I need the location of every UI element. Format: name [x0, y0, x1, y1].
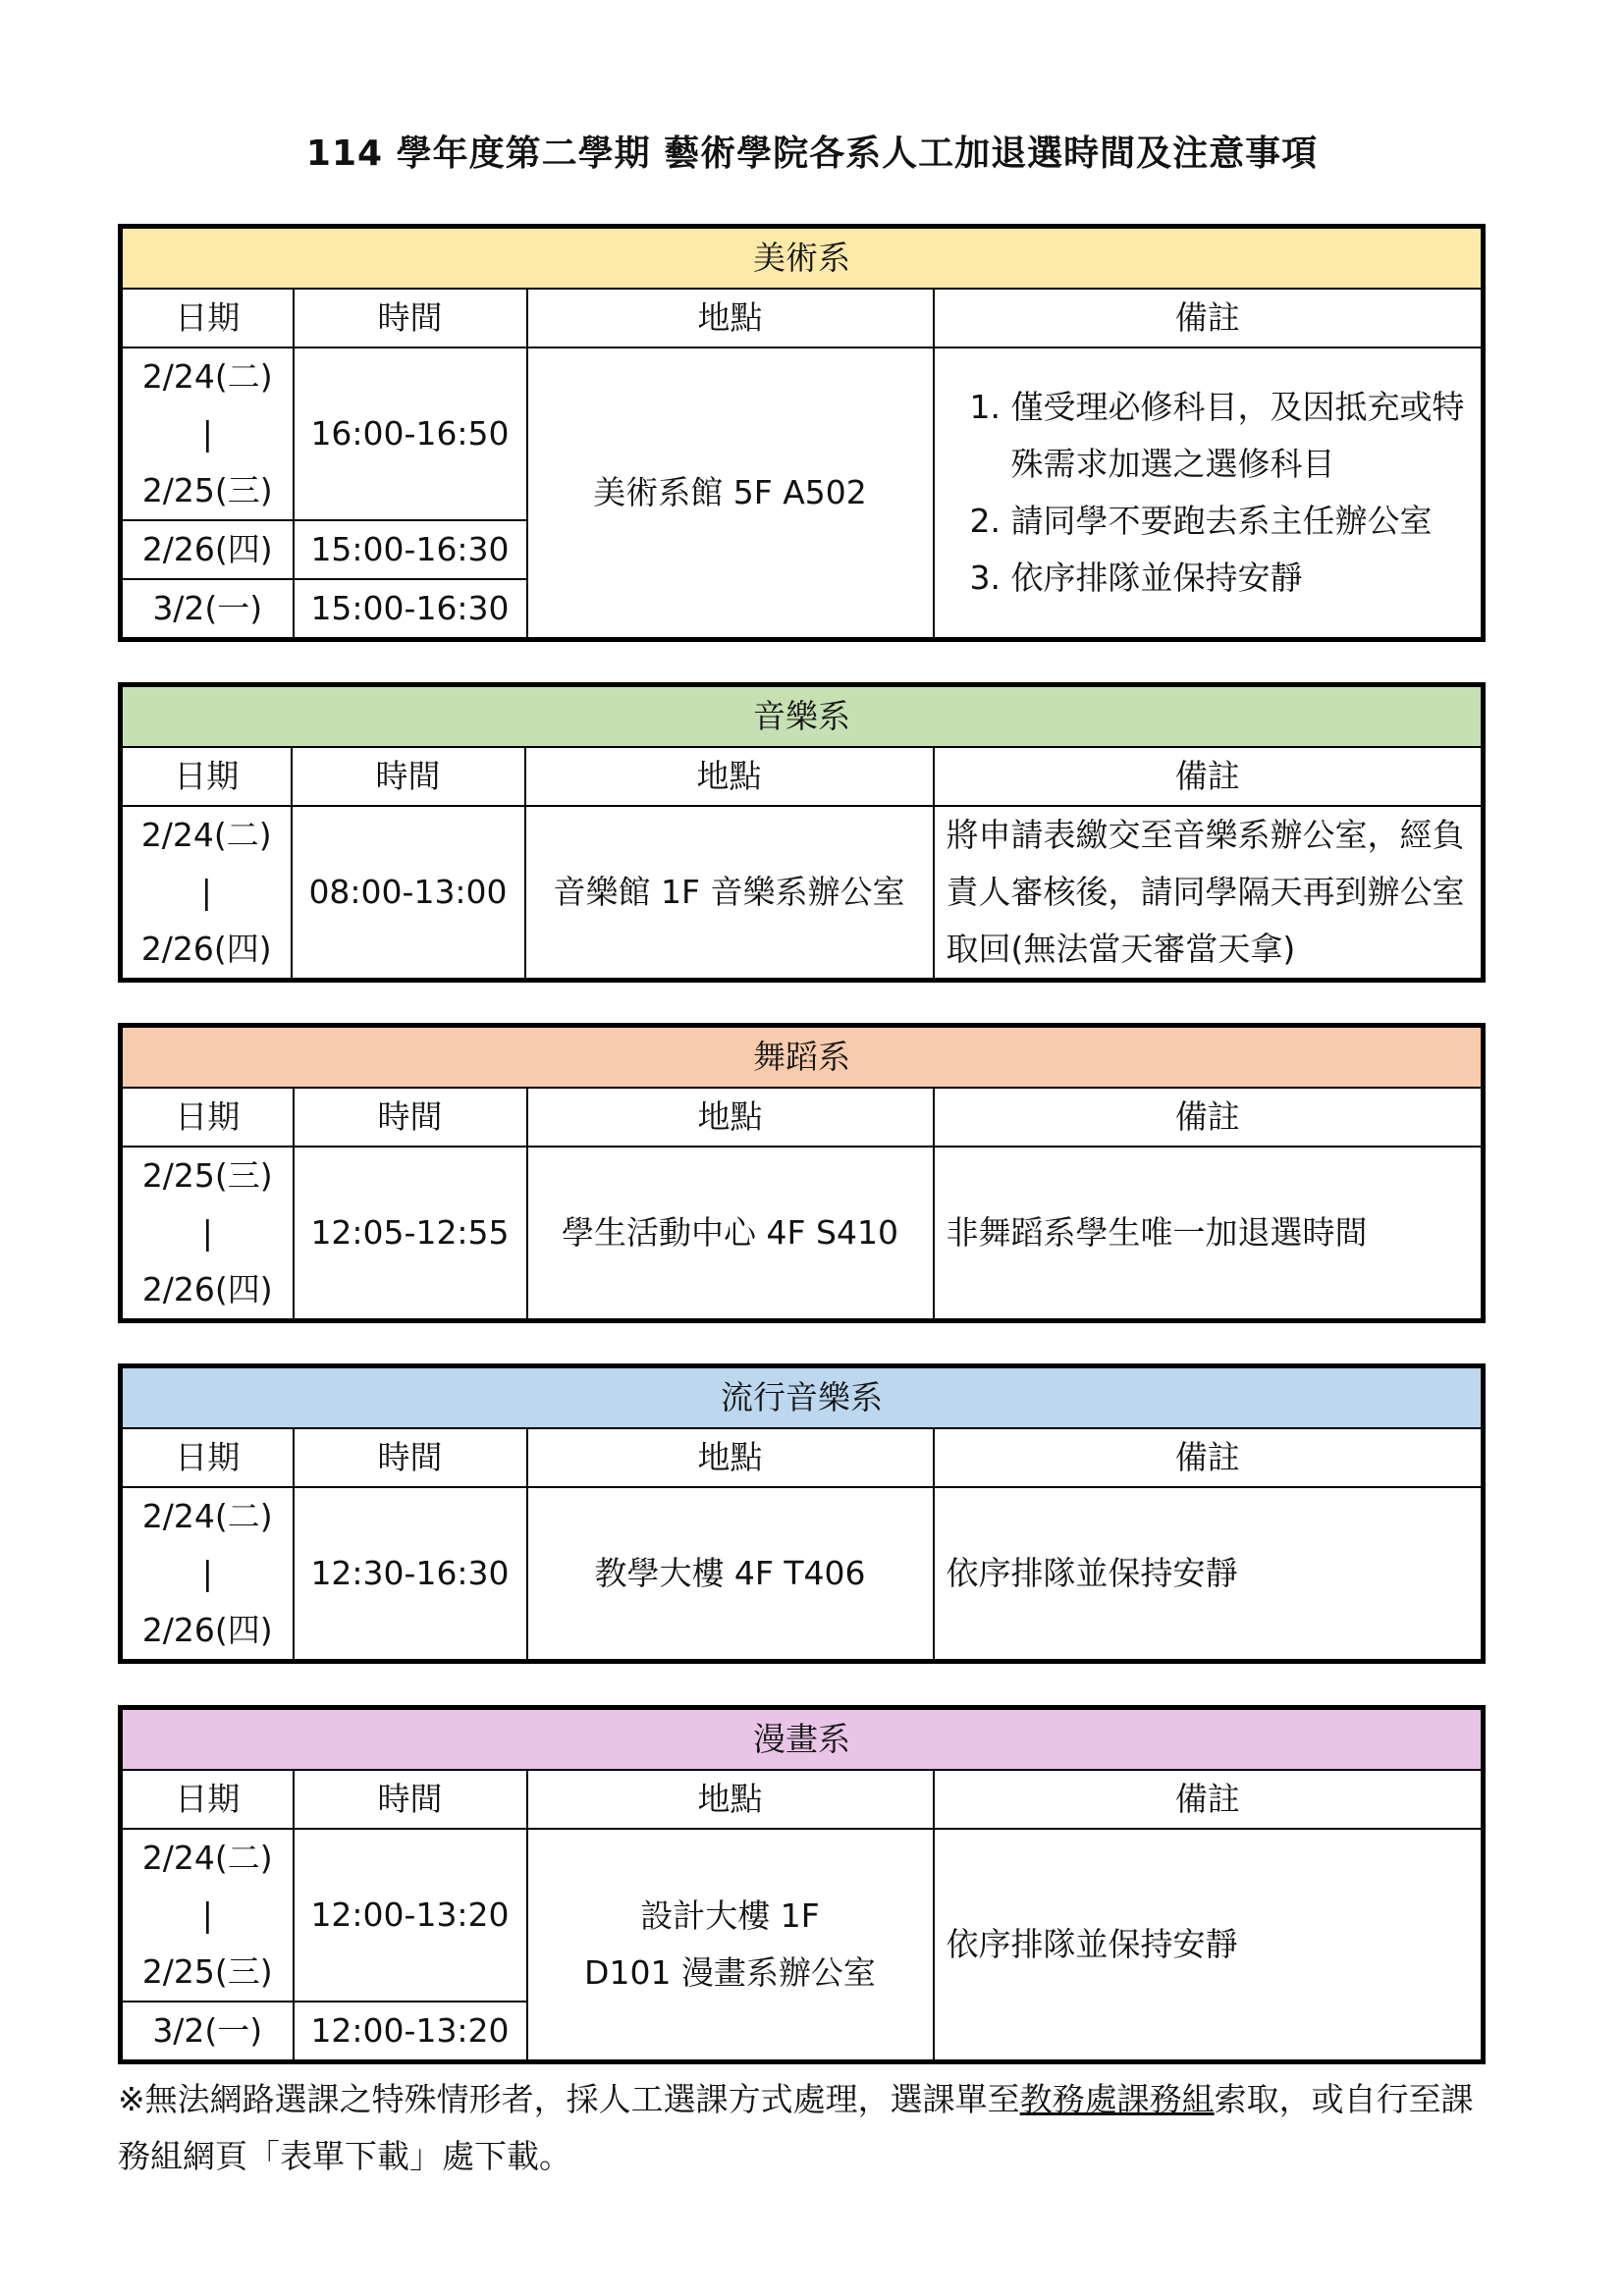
column-header-note: 備註	[934, 1770, 1484, 1829]
date-start: 2/24(二)	[141, 357, 273, 396]
column-header-time: 時間	[294, 289, 527, 347]
place-cell: 美術系館 5F A502	[527, 347, 934, 640]
date-cell	[121, 1829, 294, 2002]
date-cell: 3/2(一)	[121, 579, 294, 640]
column-header-place: 地點	[527, 1428, 934, 1487]
date-cell: 2/26(四)	[121, 520, 294, 579]
footer-text: 索取，或自行至課務組網頁「表單下載」處下載。	[118, 2080, 1474, 2175]
place-cell	[527, 1829, 934, 2062]
time-cell: 15:00-16:30	[294, 579, 527, 640]
column-header-place: 地點	[527, 1088, 934, 1147]
column-header-date: 日期	[121, 1428, 294, 1487]
column-header-place: 地點	[527, 289, 934, 347]
date-separator: |	[201, 1896, 213, 1934]
page-title: 114 學年度第二學期 藝術學院各系人工加退選時間及注意事項	[305, 133, 1319, 174]
section-header-art: 美術系	[121, 227, 1484, 290]
date-end: 2/25(三)	[141, 1952, 273, 1991]
time-cell: 12:30-16:30	[294, 1487, 527, 1662]
art-department-table	[118, 224, 1486, 642]
column-header-date: 日期	[121, 1088, 294, 1147]
column-header-note: 備註	[934, 1428, 1484, 1487]
column-header-date: 日期	[121, 747, 292, 806]
date-end: 2/25(三)	[141, 471, 273, 509]
note-item: 2. 請同學不要跑去系主任辦公室	[1011, 493, 1470, 550]
column-header-time: 時間	[294, 1428, 527, 1487]
date-end: 2/26(四)	[141, 1611, 273, 1649]
column-header-note: 備註	[934, 1088, 1484, 1147]
date-start: 2/24(二)	[140, 816, 272, 854]
note-cell: 依序排隊並保持安靜	[934, 1487, 1484, 1662]
time-cell: 15:00-16:30	[294, 520, 527, 579]
place-cell: 學生活動中心 4F S410	[527, 1147, 934, 1321]
date-separator: |	[200, 873, 212, 911]
place-cell: 音樂館 1F 音樂系辦公室	[525, 806, 934, 981]
date-start: 2/24(二)	[141, 1497, 273, 1535]
note-cell: 依序排隊並保持安靜	[934, 1829, 1484, 2062]
dance-department-table	[118, 1023, 1486, 1323]
column-header-time: 時間	[292, 747, 525, 806]
section-header-music: 音樂系	[121, 685, 1484, 748]
date-start: 2/24(二)	[141, 1839, 273, 1877]
section-header-dance: 舞蹈系	[121, 1026, 1484, 1089]
place-line: 設計大樓 1F	[640, 1896, 820, 1935]
music-department-table	[118, 682, 1486, 983]
column-header-date: 日期	[121, 1770, 294, 1829]
column-header-note: 備註	[934, 747, 1484, 806]
date-cell	[121, 347, 294, 520]
footer-text: ※無法網路選課之特殊情形者，採人工選課方式處理，選課單至	[118, 2080, 1020, 2118]
time-cell: 08:00-13:00	[292, 806, 525, 981]
footer-notice	[118, 2071, 1492, 2185]
column-header-date: 日期	[121, 289, 294, 347]
academic-affairs-link[interactable]: 教務處課務組	[1019, 2080, 1215, 2118]
column-header-note: 備註	[934, 289, 1484, 347]
date-separator: |	[201, 1554, 213, 1592]
pop-music-department-table	[118, 1363, 1486, 1664]
section-header-comic: 漫畫系	[121, 1708, 1484, 1771]
place-line: D101 漫畫系辦公室	[584, 1953, 876, 1992]
date-separator: |	[201, 1213, 213, 1252]
date-cell	[121, 1147, 294, 1321]
note-cell: 非舞蹈系學生唯一加退選時間	[934, 1147, 1484, 1321]
section-header-pop-music: 流行音樂系	[121, 1366, 1484, 1429]
date-end: 2/26(四)	[141, 1270, 273, 1308]
time-cell: 12:00-13:20	[294, 2002, 527, 2062]
time-cell: 16:00-16:50	[294, 347, 527, 520]
note-item: 3. 依序排隊並保持安靜	[1011, 550, 1470, 607]
date-cell: 3/2(一)	[121, 2002, 294, 2062]
time-cell: 12:00-13:20	[294, 1829, 527, 2002]
note-cell: 將申請表繳交至音樂系辦公室，經負責人審核後，請同學隔天再到辦公室取回(無法當天審當天拿)	[934, 806, 1484, 981]
comic-department-table	[118, 1705, 1486, 2064]
column-header-place: 地點	[525, 747, 934, 806]
column-header-time: 時間	[294, 1770, 527, 1829]
date-end: 2/26(四)	[140, 930, 272, 968]
column-header-time: 時間	[294, 1088, 527, 1147]
date-start: 2/25(三)	[141, 1156, 273, 1195]
column-header-place: 地點	[527, 1770, 934, 1829]
date-separator: |	[201, 414, 213, 453]
note-cell	[934, 347, 1484, 640]
date-cell	[121, 1487, 294, 1662]
place-cell: 教學大樓 4F T406	[527, 1487, 934, 1662]
time-cell: 12:05-12:55	[294, 1147, 527, 1321]
note-item: 1. 僅受理必修科目，及因抵充或特殊需求加選之選修科目	[1011, 379, 1470, 493]
notes-list	[947, 379, 1470, 607]
date-cell	[121, 806, 292, 981]
